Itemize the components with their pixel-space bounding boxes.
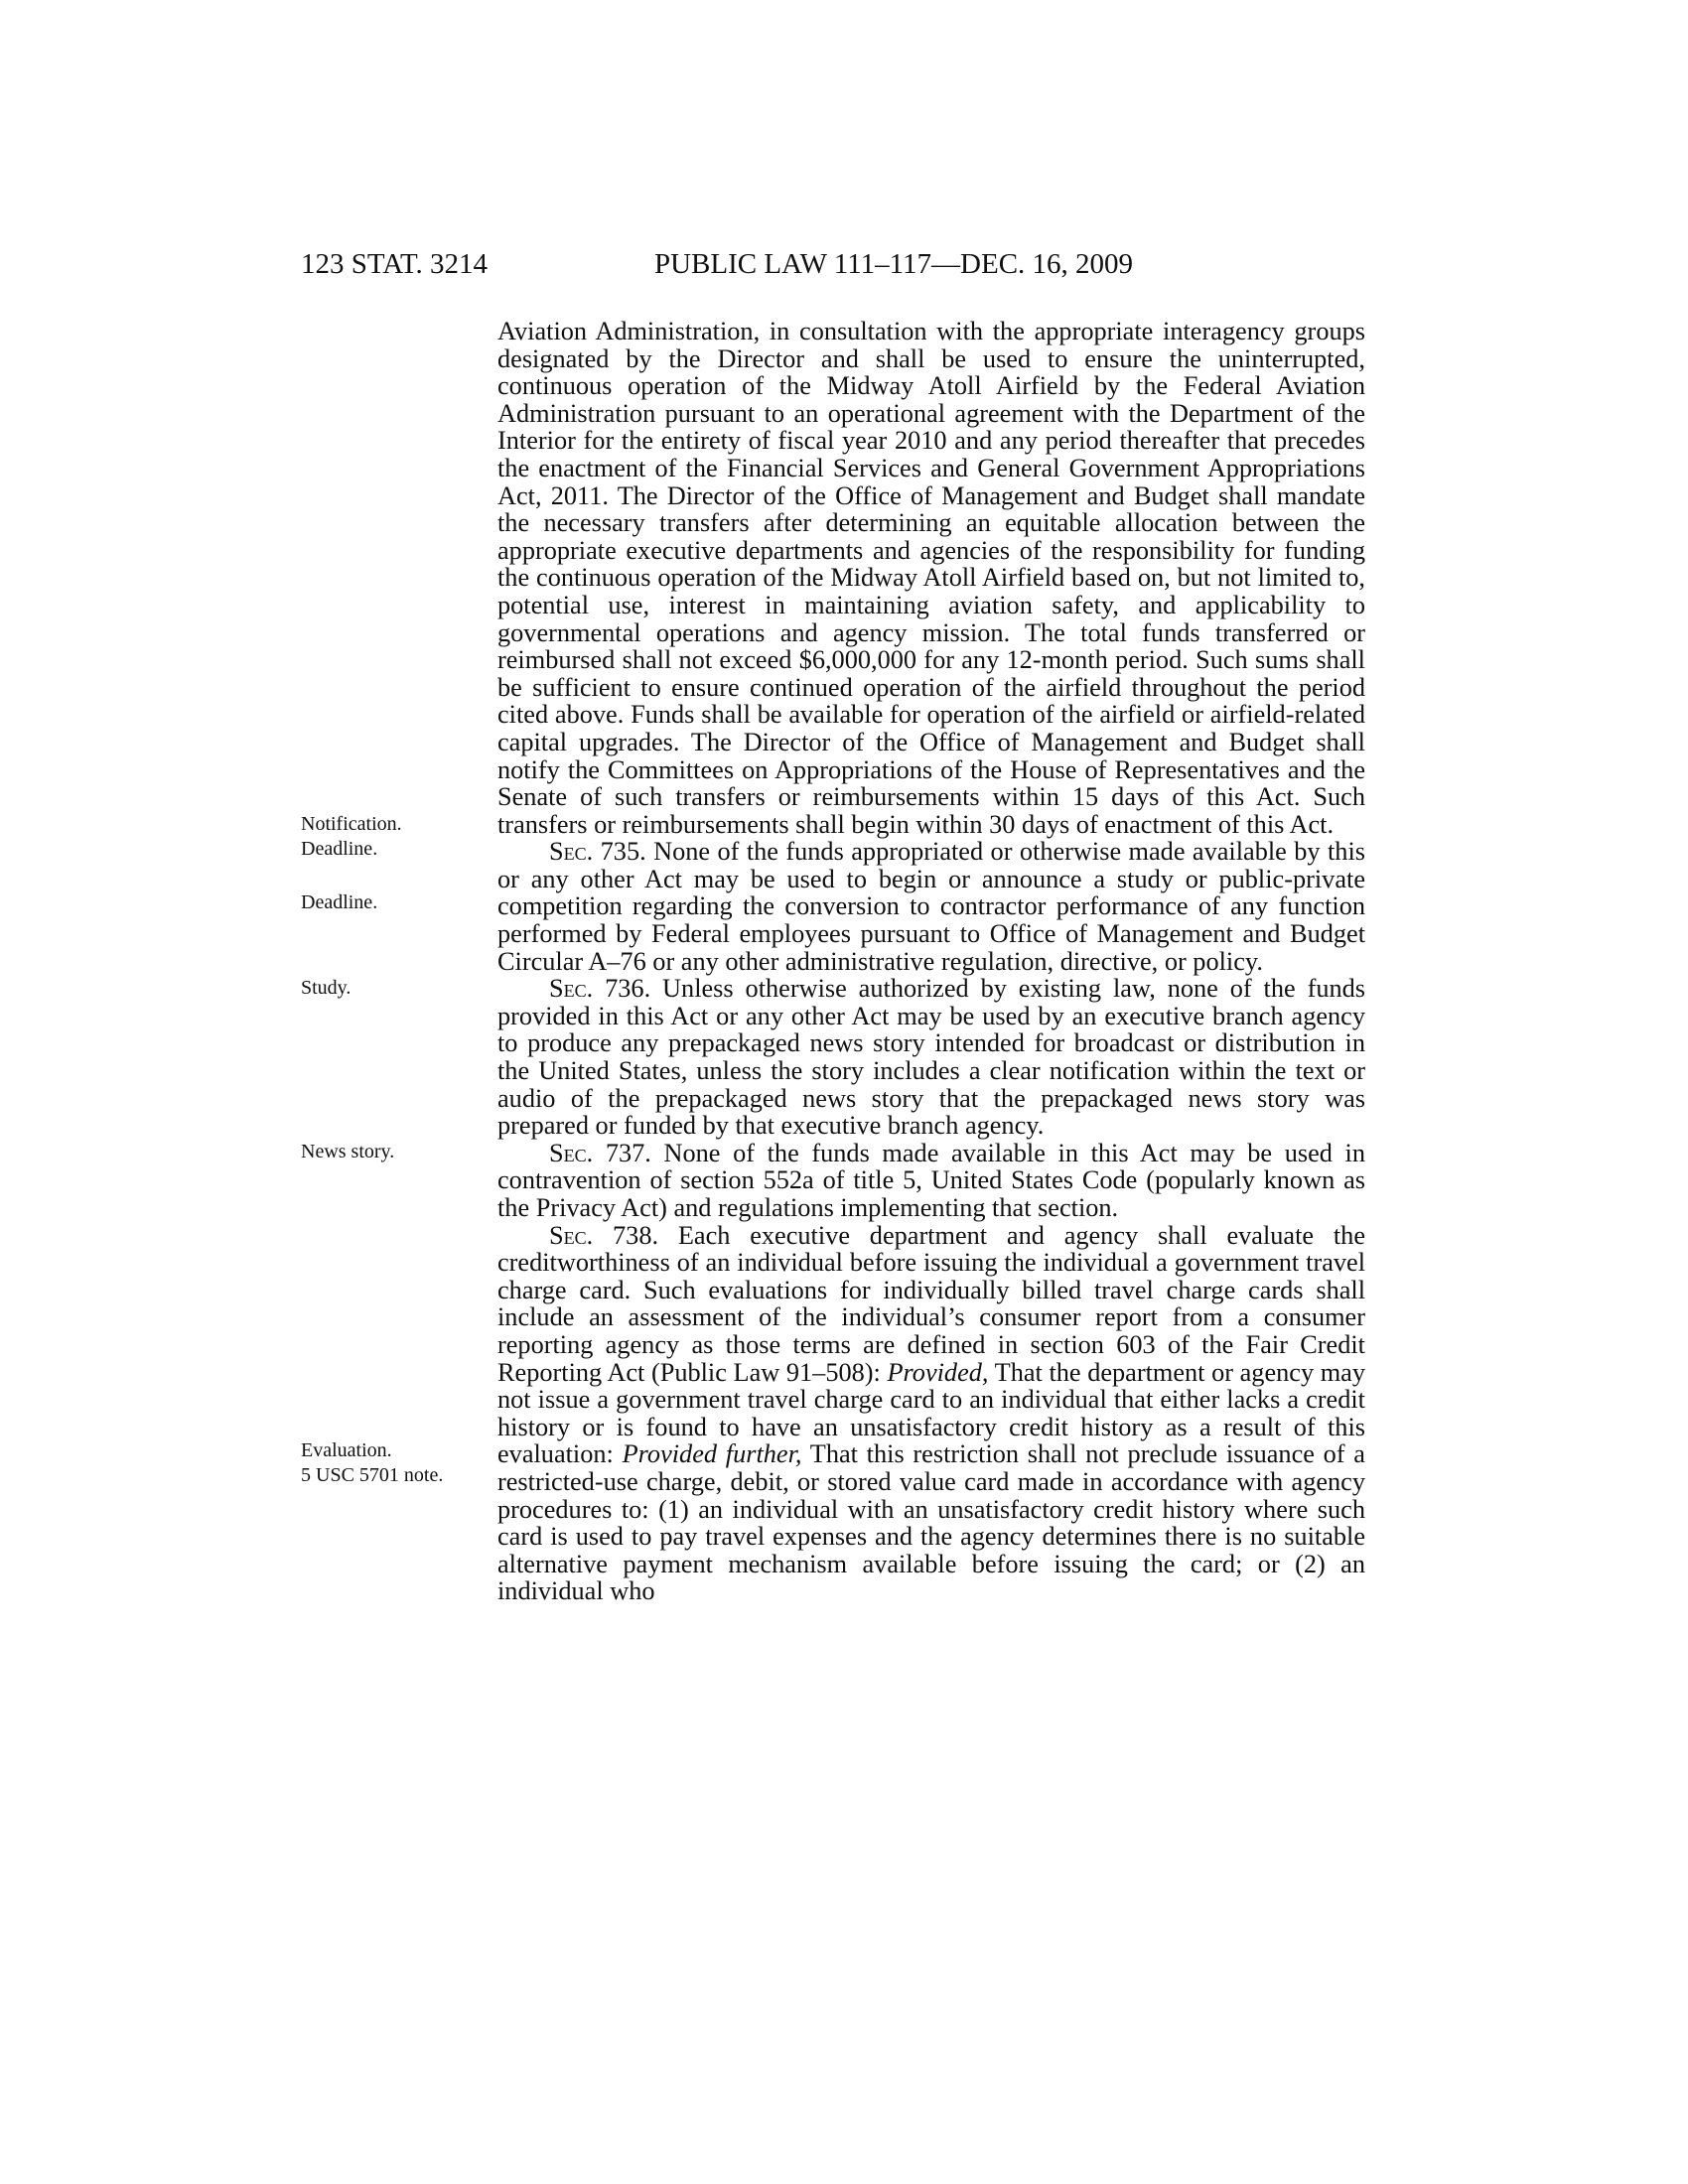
margin-note-notification: Notification.	[301, 813, 402, 835]
margin-note-news-story: News story.	[301, 1141, 395, 1162]
margin-note-deadline-1: Deadline.	[301, 838, 378, 860]
section-text: That this restriction shall not preclude issuance of a restricted-use charge, debit, or stored value card made in accordance with agency procedures to: (1) an individual with an unsatisfactory credit history where such card is used to pay travel expenses and the agency determines there is no suitable alternative payment mechanism available before issuing the card; or (2) an individual who	[497, 1439, 1365, 1606]
section-736	[497, 975, 1365, 1140]
margin-note-study: Study.	[301, 977, 352, 999]
statute-citation: 123 STAT. 3214	[301, 248, 489, 280]
section-text: 735. None of the funds appropriated or otherwise made available by this or any other Act may be used to begin or announce a study or public-private competition regarding the conversion to contractor performance of any function performed by Federal employees pursuant to Office of Management and Budget Circular A–76 or any other administrative regulation, directive, or policy.	[497, 837, 1365, 976]
public-law-title: PUBLIC LAW 111–117—DEC. 16, 2009	[653, 248, 1134, 280]
section-label: Sec.	[549, 1220, 594, 1250]
paragraph-continued: Aviation Administration, in consultation with the appropriate interagency groups designated by the Director and shall be used to ensure the uninterrupted, continuous operation of the Midway Atoll Airfield by the Federal Aviation Administration pursuant to an operational agreement with the Department of the Interior for the entirety of fiscal year 2010 and any period thereafter that precedes the enactment of the Financial Services and General Government Appropriations Act, 2011. The Director of the Office of Management and Budget shall mandate the necessary transfers after determining an equitable allocation between the appropriate executive departments and agencies of the responsibility for funding the continuous operation of the Midway Atoll Airfield based on, but not limited to, potential use, interest in maintaining aviation safety, and applicability to governmental operations and agency mission. The total funds transferred or reimbursed shall not exceed $6,000,000 for any 12-month period. Such sums shall be sufficient to ensure continued operation of the airfield throughout the period cited above. Funds shall be available for operation of the airfield or airfield-related capital upgrades. The Director of the Office of Management and Budget shall notify the Committees on Appropriations of the House of Representatives and the Senate of such transfers or reimbursements within 15 days of this Act. Such transfers or reimbursements shall begin within 30 days of enactment of this Act.	[497, 317, 1365, 839]
page-header	[0, 248, 1688, 288]
section-text: 737. None of the funds made available in this Act may be used in contravention of section 552a of title 5, United States Code (popularly known as the Privacy Act) and regulations implementing that section.	[497, 1138, 1366, 1222]
section-text: 738. Each executive department and agency shall evaluate the creditworthiness of an individual before issuing the individual a government travel charge card. Such evaluations for individually billed travel charge cards shall include an assessment of the individual’s consumer report from a consumer reporting agency as those terms are defined in section 603 of the Fair Credit Reporting Act (Public Law 91–508):	[497, 1220, 1365, 1387]
statute-body-text	[497, 318, 1365, 1605]
proviso-term: Provided,	[887, 1357, 989, 1387]
margin-note-evaluation: Evaluation.	[301, 1439, 392, 1461]
section-label: Sec.	[549, 837, 594, 867]
margin-note-usc-citation: 5 USC 5701 note.	[301, 1464, 444, 1486]
section-737	[497, 1140, 1365, 1222]
section-text: That the department or agency may not issue a government travel charge card to an individual that either lacks a credit history or is found to have an unsatisfactory credit history as a result of this evaluation:	[497, 1357, 1365, 1469]
section-735	[497, 838, 1365, 975]
margin-note-deadline-2: Deadline.	[301, 891, 378, 913]
section-label: Sec.	[549, 974, 594, 1004]
section-text: 736. Unless otherwise authorized by existing law, none of the funds provided in this Act or any other Act may be used by an executive branch agency to produce any prepackaged news story intended for broadcast or distribution in the United States, unless the story includes a clear notification within the text or audio of the prepackaged news story that the prepackaged news story was prepared or funded by that executive branch agency.	[497, 974, 1366, 1141]
section-label: Sec.	[549, 1138, 594, 1167]
proviso-term: Provided further,	[622, 1439, 802, 1469]
section-738	[497, 1222, 1365, 1605]
